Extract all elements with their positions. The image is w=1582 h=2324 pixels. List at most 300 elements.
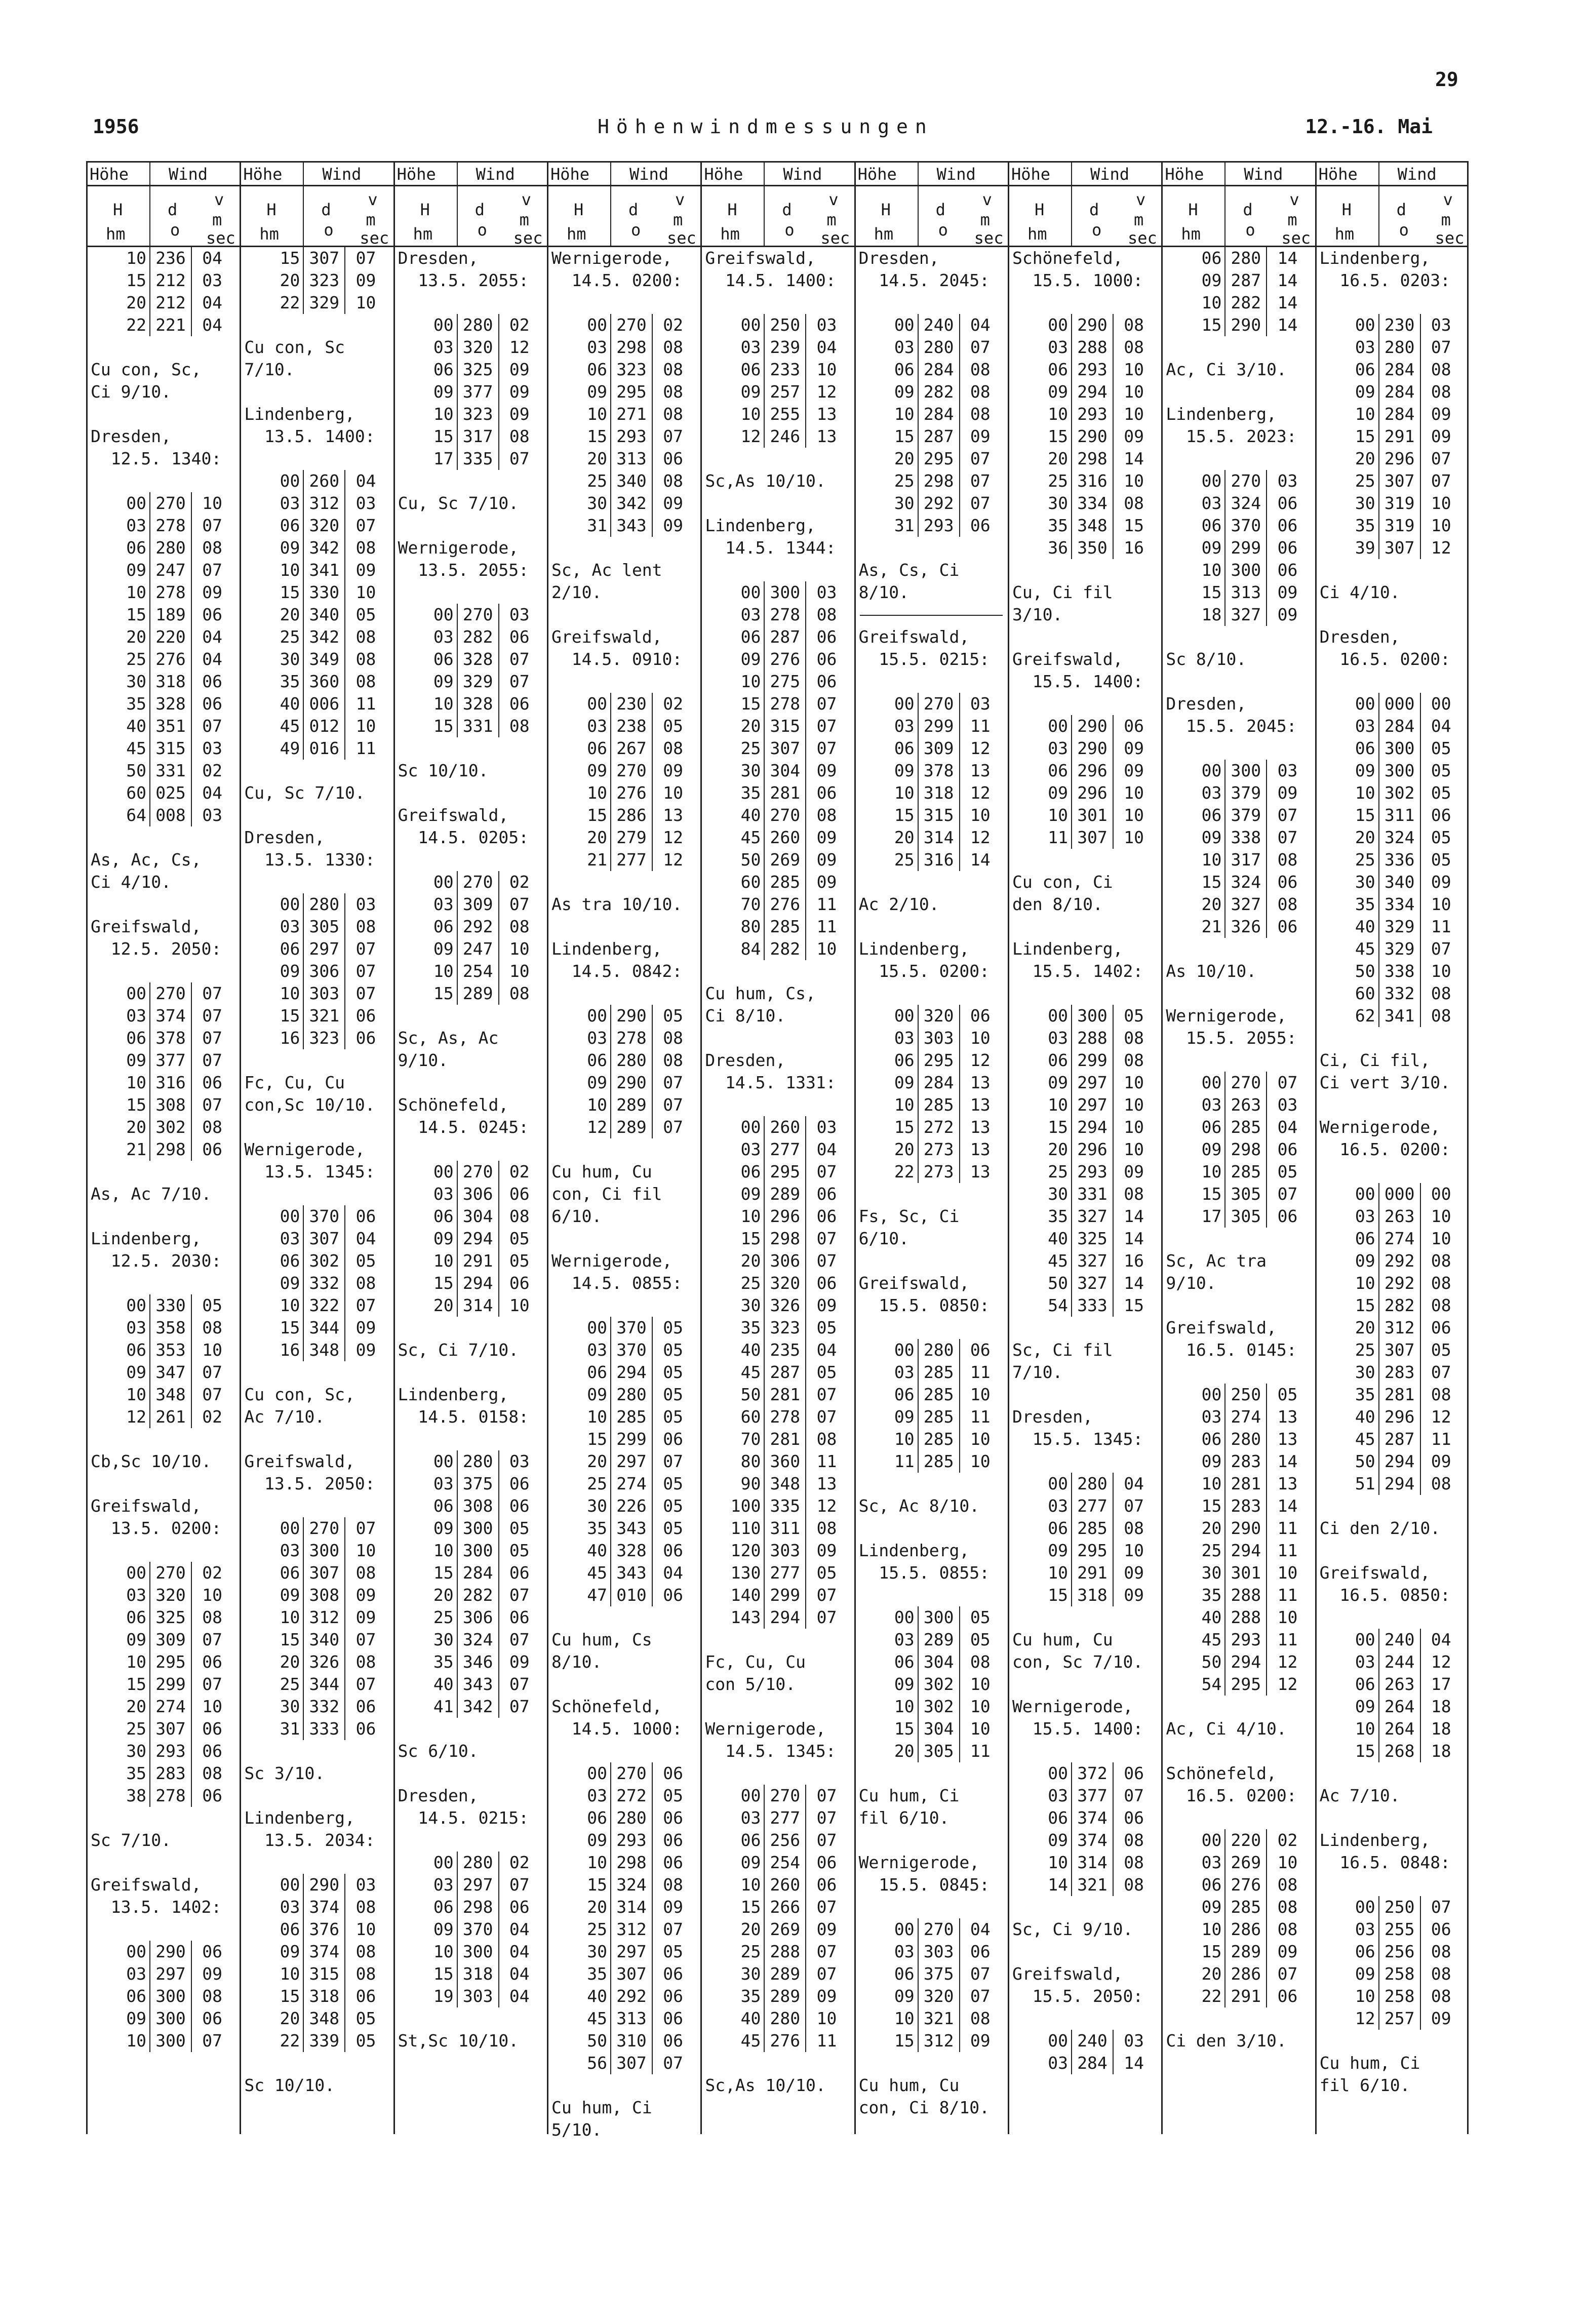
direction-value: 303 (918, 1027, 960, 1049)
direction-value: 288 (764, 1941, 806, 1963)
table-row (856, 515, 1008, 537)
direction-value: 257 (1378, 2007, 1421, 2030)
speed-value: 09 (816, 1986, 837, 2006)
table-row (856, 492, 1008, 515)
speed-value: 11 (970, 1362, 991, 1382)
speed-value: 06 (1124, 1763, 1144, 1783)
height-value: 22 (280, 293, 300, 312)
speed-value: 07 (355, 248, 376, 268)
direction-value: 290 (610, 1005, 653, 1027)
text-line: 9/10. (398, 1050, 448, 1070)
direction-value: 324 (1378, 826, 1421, 849)
speed-unit-m: m (366, 210, 376, 229)
table-row (88, 982, 240, 1005)
speed-value: 08 (663, 1028, 683, 1048)
speed-value: 09 (509, 360, 530, 379)
column-body (395, 247, 547, 2052)
height-unit: hm (106, 224, 126, 244)
direction-value: 280 (303, 893, 345, 916)
table-row (548, 1785, 700, 1807)
text-line: Wernigerode, (551, 1251, 673, 1271)
height-unit: hm (874, 224, 894, 244)
table-row (88, 693, 240, 715)
speed-value: 08 (355, 1652, 376, 1672)
text-line (702, 2052, 854, 2074)
direction-value: 000 (1378, 1183, 1421, 1205)
speed-value: 08 (1431, 1942, 1451, 1961)
height-value: 09 (1355, 1964, 1375, 1984)
direction-value: 302 (303, 1250, 345, 1272)
height-value: 22 (1201, 1986, 1222, 2006)
text-line: Cu hum, Ci (551, 2098, 652, 2117)
height-value: 40 (433, 1674, 454, 1694)
hoehe-header: Höhe (704, 165, 743, 184)
direction-value: 287 (764, 626, 806, 648)
text-line: Wernigerode, (398, 538, 519, 558)
table-row (395, 1294, 547, 1317)
table-row (1009, 1852, 1161, 1874)
speed-value: 10 (202, 493, 222, 513)
height-value: 20 (126, 293, 146, 312)
table-row (1163, 1963, 1315, 1985)
direction-value: 299 (610, 1428, 653, 1450)
direction-value: 276 (1224, 1874, 1267, 1896)
text-line (241, 804, 393, 826)
height-value: 06 (280, 1919, 300, 1939)
height-value: 06 (894, 360, 915, 379)
height-value: 09 (280, 1942, 300, 1961)
direction-value: 293 (1071, 403, 1114, 425)
table-row (1317, 849, 1467, 871)
speed-value: 03 (355, 493, 376, 513)
direction-value: 286 (1224, 1918, 1267, 1941)
table-row (702, 1874, 854, 1896)
table-row (1163, 1205, 1315, 1228)
text-line: 12.5. 2050: (91, 939, 222, 959)
text-line (241, 2052, 393, 2074)
height-value: 18 (1201, 605, 1222, 624)
speed-value: 10 (970, 1697, 991, 1716)
height-value: 03 (740, 1808, 761, 1828)
direction-value: 302 (1378, 782, 1421, 804)
speed-value: 08 (1124, 1050, 1144, 1070)
height-value: 35 (126, 1763, 146, 1783)
height-value: 03 (433, 337, 454, 357)
direction-value: 212 (149, 269, 192, 292)
height-value: 00 (740, 1786, 761, 1805)
height-value: 06 (1201, 1875, 1222, 1895)
direction-value: 327 (1224, 604, 1267, 626)
text-line: 15.5. 0200: (858, 961, 990, 981)
speed-value: 07 (1277, 828, 1298, 847)
table-row (702, 1852, 854, 1874)
direction-value: 309 (149, 1629, 192, 1651)
speed-value: 04 (202, 783, 222, 803)
height-value: 30 (587, 1942, 607, 1961)
table-row (548, 760, 700, 782)
table-row (1163, 1896, 1315, 1918)
text-line: con,Sc 10/10. (244, 1095, 375, 1115)
height-value: 20 (894, 449, 915, 468)
speed-value: 06 (1277, 1139, 1298, 1159)
table-row (548, 1072, 700, 1094)
table-column (854, 161, 1008, 2134)
direction-value: 280 (1224, 1428, 1267, 1450)
table-row (1009, 1116, 1161, 1138)
direction-value: 293 (918, 515, 960, 537)
height-value: 03 (587, 1028, 607, 1048)
speed-value: 06 (1277, 538, 1298, 558)
height-value: 15 (894, 426, 915, 446)
text-line: Greifswald, (244, 1451, 355, 1471)
table-row (1009, 1138, 1161, 1161)
text-line: Lindenberg, (705, 516, 816, 535)
direction-value: 289 (457, 982, 499, 1005)
direction-value: 260 (764, 1116, 806, 1138)
speed-value: 10 (816, 939, 837, 959)
height-value: 09 (894, 761, 915, 780)
direction-value: 295 (610, 381, 653, 403)
direction-value: 378 (149, 1027, 192, 1049)
speed-value: 07 (663, 1073, 683, 1092)
table-row (1317, 1473, 1467, 1495)
table-row (856, 1718, 1008, 1740)
text-line (395, 515, 547, 537)
table-row (241, 1985, 393, 2007)
text-line (395, 1317, 547, 1339)
speed-value: 03 (355, 1875, 376, 1895)
direction-value: 290 (1071, 715, 1114, 737)
direction-value: 025 (149, 782, 192, 804)
height-value: 25 (587, 1919, 607, 1939)
direction-value: 360 (303, 671, 345, 693)
table-row (548, 314, 700, 336)
height-value: 50 (587, 2031, 607, 2051)
direction-value: 263 (1224, 1094, 1267, 1116)
speed-value: 06 (816, 1853, 837, 1872)
table-row (88, 1985, 240, 2007)
text-line (856, 982, 1008, 1005)
direction-value: 295 (918, 448, 960, 470)
direction-value: 315 (918, 804, 960, 826)
height-value: 20 (1201, 1518, 1222, 1538)
text-line: con 5/10. (705, 1674, 796, 1694)
text-line: 14.5. 1400: (705, 270, 836, 290)
table-row (395, 1852, 547, 1874)
separator-line (856, 604, 1008, 626)
table-row (88, 559, 240, 581)
speed-value: 02 (509, 315, 530, 335)
speed-value: 10 (1124, 1541, 1144, 1560)
table-row (1009, 1540, 1161, 1562)
table-row (88, 804, 240, 826)
height-value: 15 (126, 1674, 146, 1694)
table-row (395, 381, 547, 403)
direction-value: 285 (918, 1094, 960, 1116)
height-value: 25 (587, 471, 607, 491)
speed-value: 07 (202, 983, 222, 1003)
speed-value: 09 (355, 1585, 376, 1605)
text-line (1163, 1740, 1315, 1762)
table-row (1163, 782, 1315, 804)
speed-value: 07 (1124, 1496, 1144, 1516)
speed-value: 10 (970, 1451, 991, 1471)
speed-value: 07 (970, 493, 991, 513)
height-value: 10 (1201, 1162, 1222, 1181)
height-value: 03 (587, 337, 607, 357)
speed-value: 04 (816, 1340, 837, 1360)
direction-value: 255 (1378, 1918, 1421, 1941)
text-line: Lindenberg, (1319, 248, 1431, 268)
speed-value: 09 (1277, 783, 1298, 803)
direction-value: 226 (610, 1495, 653, 1517)
speed-value: 08 (355, 1942, 376, 1961)
direction-value: 256 (764, 1829, 806, 1852)
table-row (241, 1584, 393, 1606)
text-line: 15.5. 0845: (858, 1875, 990, 1895)
speed-symbol: v (828, 190, 839, 209)
direction-value: 302 (918, 1696, 960, 1718)
table-row (395, 1985, 547, 2007)
table-row (88, 247, 240, 269)
text-line (395, 1762, 547, 1785)
direction-value: 298 (764, 1228, 806, 1250)
table-row (1163, 1138, 1315, 1161)
direction-value: 298 (457, 1896, 499, 1918)
table-row (1317, 893, 1467, 916)
table-row (241, 1874, 393, 1896)
text-line: Cu con, Sc, (244, 1385, 355, 1404)
direction-value: 274 (1224, 1406, 1267, 1428)
text-line: Dresden, (705, 1050, 786, 1070)
speed-value: 14 (1277, 248, 1298, 268)
text-line (395, 1005, 547, 1027)
height-value: 10 (280, 560, 300, 580)
table-row (548, 1874, 700, 1896)
text-line: 15.5. 1400: (1012, 1719, 1143, 1739)
direction-value: 296 (1071, 760, 1114, 782)
direction-value: 255 (764, 403, 806, 425)
speed-value: 07 (202, 560, 222, 580)
direction-value: 264 (1378, 1718, 1421, 1740)
speed-value: 08 (202, 1607, 222, 1627)
height-value: 09 (280, 961, 300, 981)
direction-value: 309 (918, 737, 960, 760)
direction-value: 303 (918, 1941, 960, 1963)
text-line (856, 1829, 1008, 1852)
direction-value: 270 (149, 982, 192, 1005)
speed-value: 07 (1431, 1362, 1451, 1382)
direction-value: 260 (303, 470, 345, 492)
table-row (856, 1138, 1008, 1161)
height-value: 00 (126, 1295, 146, 1315)
table-row (241, 715, 393, 737)
table-row (856, 1450, 1008, 1473)
height-value: 25 (1355, 471, 1375, 491)
speed-value: 14 (1124, 1273, 1144, 1293)
table-row (856, 1740, 1008, 1762)
text-line (702, 1629, 854, 1651)
height-value: 25 (1201, 1541, 1222, 1560)
text-line: Sc 10/10. (398, 761, 489, 780)
direction-value: 308 (149, 1094, 192, 1116)
height-value: 15 (280, 1630, 300, 1649)
text-line: Dresden, (1319, 627, 1400, 647)
speed-value: 08 (1431, 1385, 1451, 1404)
text-line: 9/10. (1166, 1273, 1216, 1293)
speed-value: 03 (1124, 2031, 1144, 2051)
direction-value: 270 (149, 1562, 192, 1584)
table-row (241, 1696, 393, 1718)
speed-value: 08 (355, 1273, 376, 1293)
height-value: 06 (433, 1496, 454, 1516)
speed-value: 11 (1277, 1630, 1298, 1649)
speed-value: 06 (816, 627, 837, 647)
direction-value: 320 (457, 336, 499, 359)
direction-value: 297 (1071, 1072, 1114, 1094)
height-value: 20 (894, 828, 915, 847)
text-line: 14.5. 1000: (551, 1719, 683, 1739)
height-value: 09 (587, 1073, 607, 1092)
wind-header: Wind (1090, 165, 1130, 184)
speed-value: 08 (355, 917, 376, 936)
speed-value: 06 (1277, 560, 1298, 580)
direction-value: 322 (303, 1294, 345, 1317)
text-line (548, 1138, 700, 1161)
height-value: 10 (1201, 293, 1222, 312)
speed-value: 11 (1431, 1429, 1451, 1449)
speed-value: 04 (202, 248, 222, 268)
direction-value: 312 (303, 1606, 345, 1629)
wind-header: Wind (169, 165, 208, 184)
speed-value: 15 (1124, 1295, 1144, 1315)
direction-value: 270 (457, 1161, 499, 1183)
height-value: 06 (740, 360, 761, 379)
direction-value: 296 (1071, 782, 1114, 804)
speed-value: 10 (202, 1697, 222, 1716)
table-row (702, 314, 854, 336)
speed-value: 09 (1277, 605, 1298, 624)
direction-value: 300 (918, 1606, 960, 1629)
speed-value: 08 (355, 1964, 376, 1984)
table-row (88, 1339, 240, 1361)
height-value: 49 (280, 738, 300, 758)
column-body (88, 247, 240, 2052)
height-value: 45 (126, 738, 146, 758)
height-value: 00 (126, 983, 146, 1003)
table-row (1317, 359, 1467, 381)
height-value: 130 (730, 1563, 761, 1583)
height-value: 00 (740, 1117, 761, 1137)
speed-value: 12 (970, 783, 991, 803)
height-value: 00 (1201, 1830, 1222, 1850)
speed-unit-m: m (673, 210, 683, 229)
direction-value: 333 (303, 1718, 345, 1740)
direction-value: 247 (457, 938, 499, 960)
speed-value: 07 (970, 1986, 991, 2006)
table-row (702, 2030, 854, 2052)
speed-value: 08 (970, 360, 991, 379)
text-line (1317, 1874, 1467, 1896)
text-line: Lindenberg, (91, 1229, 202, 1248)
direction-value: 323 (457, 403, 499, 425)
text-line: 16.5. 0203: (1319, 270, 1450, 290)
table-row (702, 737, 854, 760)
direction-unit: o (938, 220, 948, 240)
direction-value: 324 (457, 1629, 499, 1651)
speed-value: 08 (816, 805, 837, 825)
speed-value: 03 (816, 582, 837, 602)
speed-value: 08 (663, 404, 683, 424)
table-row (1009, 715, 1161, 737)
direction-value: 379 (1224, 804, 1267, 826)
direction-value: 297 (1071, 1094, 1114, 1116)
hoehe-header: Höhe (397, 165, 436, 184)
table-row (702, 1317, 854, 1339)
height-value: 06 (587, 360, 607, 379)
direction-value: 274 (1378, 1228, 1421, 1250)
direction-value: 326 (764, 1294, 806, 1317)
text-line: Ac 7/10. (244, 1407, 325, 1427)
text-line: Wernigerode, (705, 1719, 826, 1739)
direction-value: 269 (1224, 1852, 1267, 1874)
table-row (1163, 1406, 1315, 1428)
direction-value: 287 (764, 1361, 806, 1384)
speed-value: 07 (202, 1385, 222, 1404)
direction-value: 010 (610, 1584, 653, 1606)
table-row (1317, 982, 1467, 1005)
table-row (702, 403, 854, 425)
table-row (241, 982, 393, 1005)
height-value: 15 (433, 426, 454, 446)
speed-unit-sec: sec (1435, 228, 1465, 248)
height-value: 15 (894, 1719, 915, 1739)
table-row (241, 1718, 393, 1740)
table-row (1163, 1116, 1315, 1138)
direction-value: 289 (610, 1116, 653, 1138)
table-row (241, 2007, 393, 2030)
speed-value: 13 (1277, 1429, 1298, 1449)
height-value: 06 (433, 360, 454, 379)
direction-value: 277 (1071, 1495, 1114, 1517)
height-value: 00 (894, 1607, 915, 1627)
height-value: 09 (1201, 270, 1222, 290)
speed-value: 10 (1124, 805, 1144, 825)
height-value: 20 (280, 1652, 300, 1672)
text-line (395, 782, 547, 804)
table-row (1163, 1450, 1315, 1473)
table-row (88, 648, 240, 671)
height-value: 20 (587, 1897, 607, 1917)
height-value: 03 (1201, 1095, 1222, 1115)
direction-value: 294 (457, 1228, 499, 1250)
table-row (548, 1116, 700, 1138)
text-line: 16.5. 0200: (1166, 1786, 1297, 1805)
table-row (702, 1606, 854, 1629)
height-value: 12 (126, 1407, 146, 1427)
text-line (856, 1317, 1008, 1339)
table-row (856, 403, 1008, 425)
speed-unit-sec: sec (513, 228, 543, 248)
height-value: 10 (126, 1652, 146, 1672)
text-line (1317, 559, 1467, 581)
direction-value: 280 (457, 1450, 499, 1473)
direction-value: 277 (764, 1138, 806, 1161)
height-value: 10 (126, 2031, 146, 2051)
speed-value: 06 (663, 1853, 683, 1872)
table-row (548, 1049, 700, 1072)
speed-value: 10 (1124, 471, 1144, 491)
